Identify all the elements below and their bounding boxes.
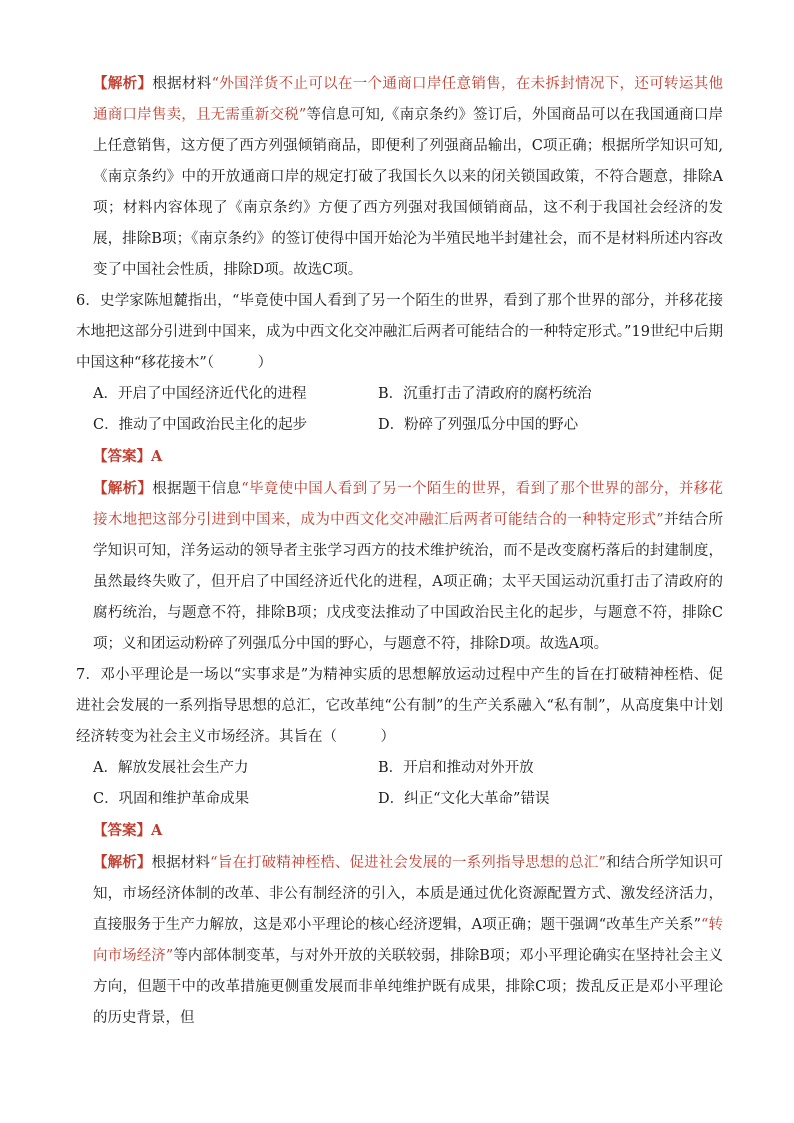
analysis-text: 根据材料 [152, 76, 212, 92]
question-number: 7． [76, 667, 101, 683]
analysis-label: 【解析】 [93, 854, 152, 871]
analysis-text: 等信息可知,《南京条约》签订后，外国商品可以在我国通商口岸上任意销售，这方便了西方列强倾销商品，即便利了列强商品输出，C项正确；根据所学知识可知,《南京条约》中的开放通商口岸的规定打破了我国长久以来的闭关锁国政策，不符合题意，排除A项；材料内容体现了《南京条约》方便了西方列强对我国倾销商品，这不利于我国社会经济的发展，排除B项；《南京条约》的签订使得中国开始沦为半殖民地半封建社会，而不是材料所述内容改变了中国社会性质，排除D项。故选C项。 [93, 107, 723, 278]
analysis-quote: “旨在打破精神桎梏、促进社会发展的一系列指导思想的总汇” [210, 855, 606, 871]
options-q6 [93, 379, 723, 441]
option-b: B．开启和推动对外开放 [378, 760, 534, 776]
answer-label: 【答案】 [93, 822, 151, 839]
answer-value: A [151, 448, 163, 465]
analysis-q6 [93, 473, 723, 660]
option-a: A．解放发展社会生产力 [93, 760, 249, 776]
analysis-quote: “外国洋货不止可以在一个通商口岸任意销售，在未拆封情况下，还可转运其他通商口岸售卖，且无需重新交税” [93, 76, 723, 123]
question-stem: 史学家陈旭麓指出，“毕竟使中国人看到了另一个陌生的世界，看到了那个世界的部分，并移花接木地把这部分引进到中国来，成为中西文化交冲融汇后两者可能结合的一种特定形式。”19世纪中后期中国这种“移花接木”（ ） [76, 293, 723, 371]
analysis-text: 等内部体制变革，与对外开放的关联较弱，排除B项；邓小平理论确实在坚持社会主义方向，但题干中的改革措施更侧重发展而非单纯维护既有成果，排除C项；拨乱反正是邓小平理论的历史背景，但 [93, 948, 723, 1026]
option-c: C．巩固和维护革命成果 [93, 791, 250, 807]
option-a: A．开启了中国经济近代化的进程 [93, 386, 307, 402]
question-6 [76, 286, 723, 379]
question-stem: 邓小平理论是一场以“实事求是”为精神实质的思想解放运动过程中产生的旨在打破精神桎梏、促进社会发展的一系列指导思想的总汇，它改革纯“公有制”的生产关系融入“私有制”，从高度集中计划经济转变为社会主义市场经济。其旨在（ ） [76, 667, 723, 745]
options-q7 [93, 753, 723, 815]
analysis-label: 【解析】 [93, 480, 153, 497]
answer-q6 [93, 441, 723, 473]
answer-label: 【答案】 [93, 448, 151, 465]
analysis-text: 根据材料 [151, 855, 211, 871]
question-number: 6． [76, 293, 101, 309]
option-d: D．纠正“文化大革命”错误 [378, 791, 550, 807]
answer-value: A [151, 822, 163, 839]
analysis-q5 [93, 68, 723, 286]
page-content [76, 68, 724, 1034]
analysis-quote: “毕竟使中国人看到了另一个陌生的世界，看到了那个世界的部分，并移花接木地把这部分引进到中国来，成为中西文化交冲融汇后两者可能结合的一种特定形式” [93, 481, 724, 528]
analysis-text: 并结合所学知识可知，洋务运动的领导者主张学习西方的技术维护统治，而不是改变腐朽落后的封建制度，虽然最终失败了，但开启了中国经济近代化的进程，A项正确；太平天国运动沉重打击了清政府的腐朽统治，与题意不符，排除B项；戊戌变法推动了中国政治民主化的起步，与题意不符，排除C项；义和团运动粉碎了列强瓜分中国的野心，与题意不符，排除D项。故选A项。 [93, 512, 723, 652]
option-b: B．沉重打击了清政府的腐朽统治 [378, 386, 592, 402]
answer-q7 [93, 815, 723, 847]
option-d: D．粉碎了列强瓜分中国的野心 [378, 417, 579, 433]
analysis-text: 根据题干信息 [152, 481, 242, 497]
analysis-quote: “转向市场经济” [93, 917, 723, 964]
analysis-text: 和结合所学知识可知，市场经济体制的改革、非公有制经济的引入，本质是通过优化资源配置方式、激发经济活力，直接服务于生产力解放，这是邓小平理论的核心经济逻辑，A项正确；题干强调“改革生产关系” [93, 855, 724, 933]
question-7 [76, 660, 723, 753]
analysis-label: 【解析】 [93, 75, 153, 92]
analysis-q7 [93, 847, 723, 1034]
option-c: C．推动了中国政治民主化的起步 [93, 417, 308, 433]
